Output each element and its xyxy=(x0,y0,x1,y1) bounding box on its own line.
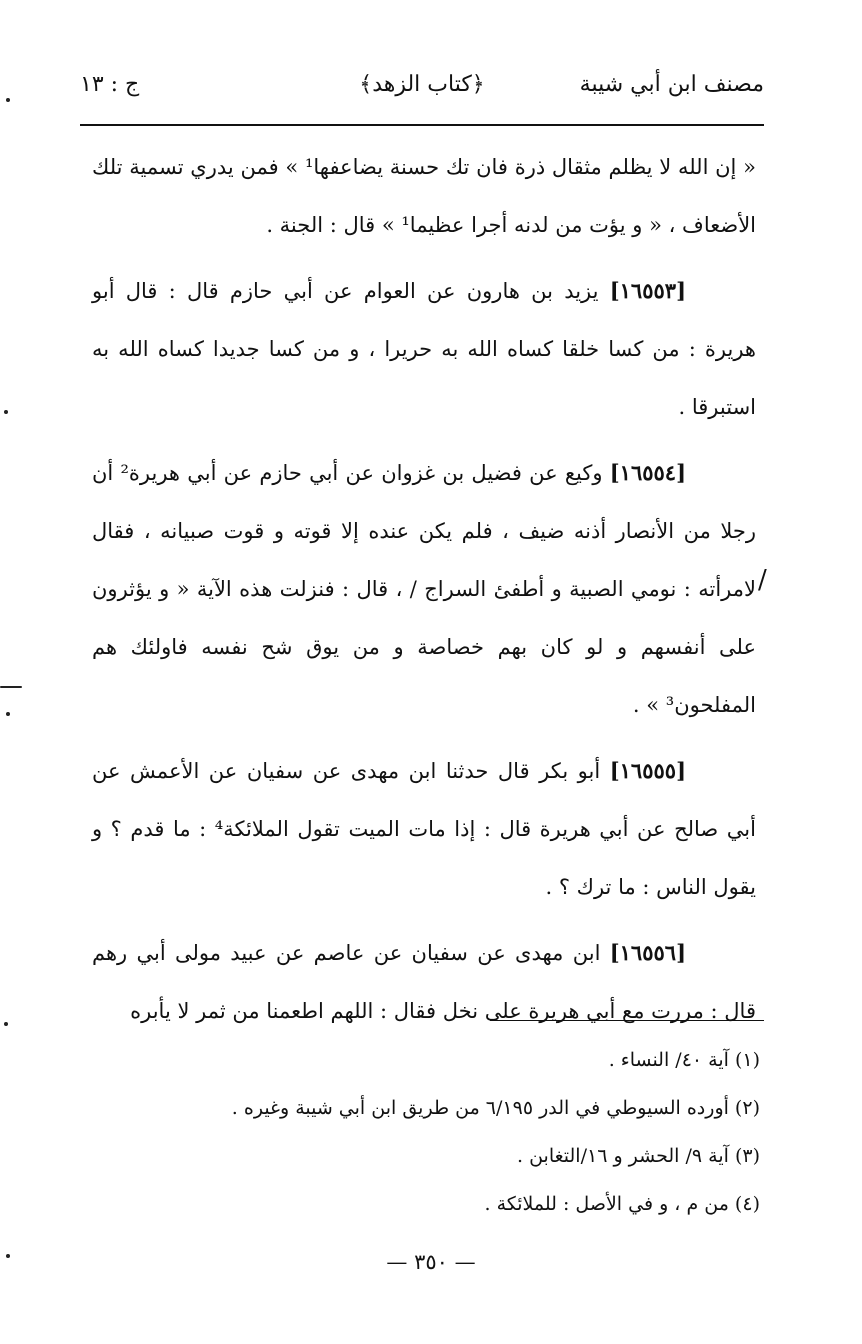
scan-speck xyxy=(6,1254,10,1258)
footnote-2: (٢) أورده السيوطي في الدر ٦/١٩٥ من طريق ابن أبي شيبة وغيره . xyxy=(231,1097,760,1119)
volume-number: ج : ١٣ xyxy=(80,72,140,97)
header-divider xyxy=(80,124,764,126)
manuscript-page-marker: / xyxy=(758,565,767,595)
footnote-divider xyxy=(490,1020,764,1021)
footnotes xyxy=(130,1036,760,1228)
hadith-text: يزيد بن هارون عن العوام عن أبي حازم قال : قال أبو هريرة : من كسا خلقا كساه الله به حريرا ، و من كسا جديدا كساه الله به استبرقا . xyxy=(92,279,756,419)
paragraph-continuation: « إن الله لا يظلم مثقال ذرة فان تك حسنة يضاعفها¹ » فمن يدري تسمية تلك الأضعاف ، « و يؤت من لدنه أجرا عظيما¹ » قال : الجنة . xyxy=(92,155,756,237)
hadith-16556 xyxy=(92,924,756,1040)
running-header xyxy=(80,72,764,118)
scan-speck xyxy=(4,1022,8,1026)
hadith-text: وكيع عن فضيل بن غزوان عن أبي حازم عن أبي هريرة² أن رجلا من الأنصار أذنه ضيف ، فلم يكن عنده إلا قوته و قوت صبيانه ، فقال لامرأته : نومي الصبية و أطفئ السراج / ، قال : فنزلت هذه الآية « و يؤثرون على أنفسهم و لو كان بهم خصاصة و من يوق شح نفسه فاولئك هم المفلحون³ » . xyxy=(92,461,756,717)
scan-speck xyxy=(4,410,8,414)
page-number: — ٣٥٠ — xyxy=(386,1250,476,1274)
hadith-text: ابن مهدى عن سفيان عن عاصم عن عبيد مولى أبي رهم قال : مررت مع أبي هريرة على نخل فقال : اللهم اطعمنا من ثمر لا يأبره xyxy=(92,941,756,1023)
hadith-16554 xyxy=(92,444,756,734)
scan-speck xyxy=(0,686,22,688)
footnote-1: (١) آية ٤٠/ النساء . xyxy=(608,1049,760,1071)
hadith-16553 xyxy=(92,262,756,436)
main-text xyxy=(92,138,756,1048)
hadith-16555 xyxy=(92,742,756,916)
scan-speck xyxy=(6,98,10,102)
hadith-number: [١٦٥٥٣] xyxy=(609,278,686,303)
scan-speck xyxy=(6,712,10,716)
footnote-4: (٤) من م ، و في الأصل : للملائكة . xyxy=(484,1193,760,1215)
chapter-title: ﴿كتاب الزهد﴾ xyxy=(359,72,485,97)
hadith-number: [١٦٥٥٥] xyxy=(609,758,686,783)
hadith-number: [١٦٥٥٦] xyxy=(609,940,686,965)
hadith-text: أبو بكر قال حدثنا ابن مهدى عن سفيان عن الأعمش عن أبي صالح عن أبي هريرة قال : إذا مات الميت تقول الملائكة⁴ : ما قدم ؟ و يقول الناس : ما ترك ؟ . xyxy=(92,759,756,899)
book-title: مصنف ابن أبي شيبة xyxy=(579,72,764,97)
hadith-number: [١٦٥٥٤] xyxy=(609,460,687,485)
footnote-3: (٣) آية ٩/ الحشر و ١٦/التغابن . xyxy=(517,1145,760,1167)
